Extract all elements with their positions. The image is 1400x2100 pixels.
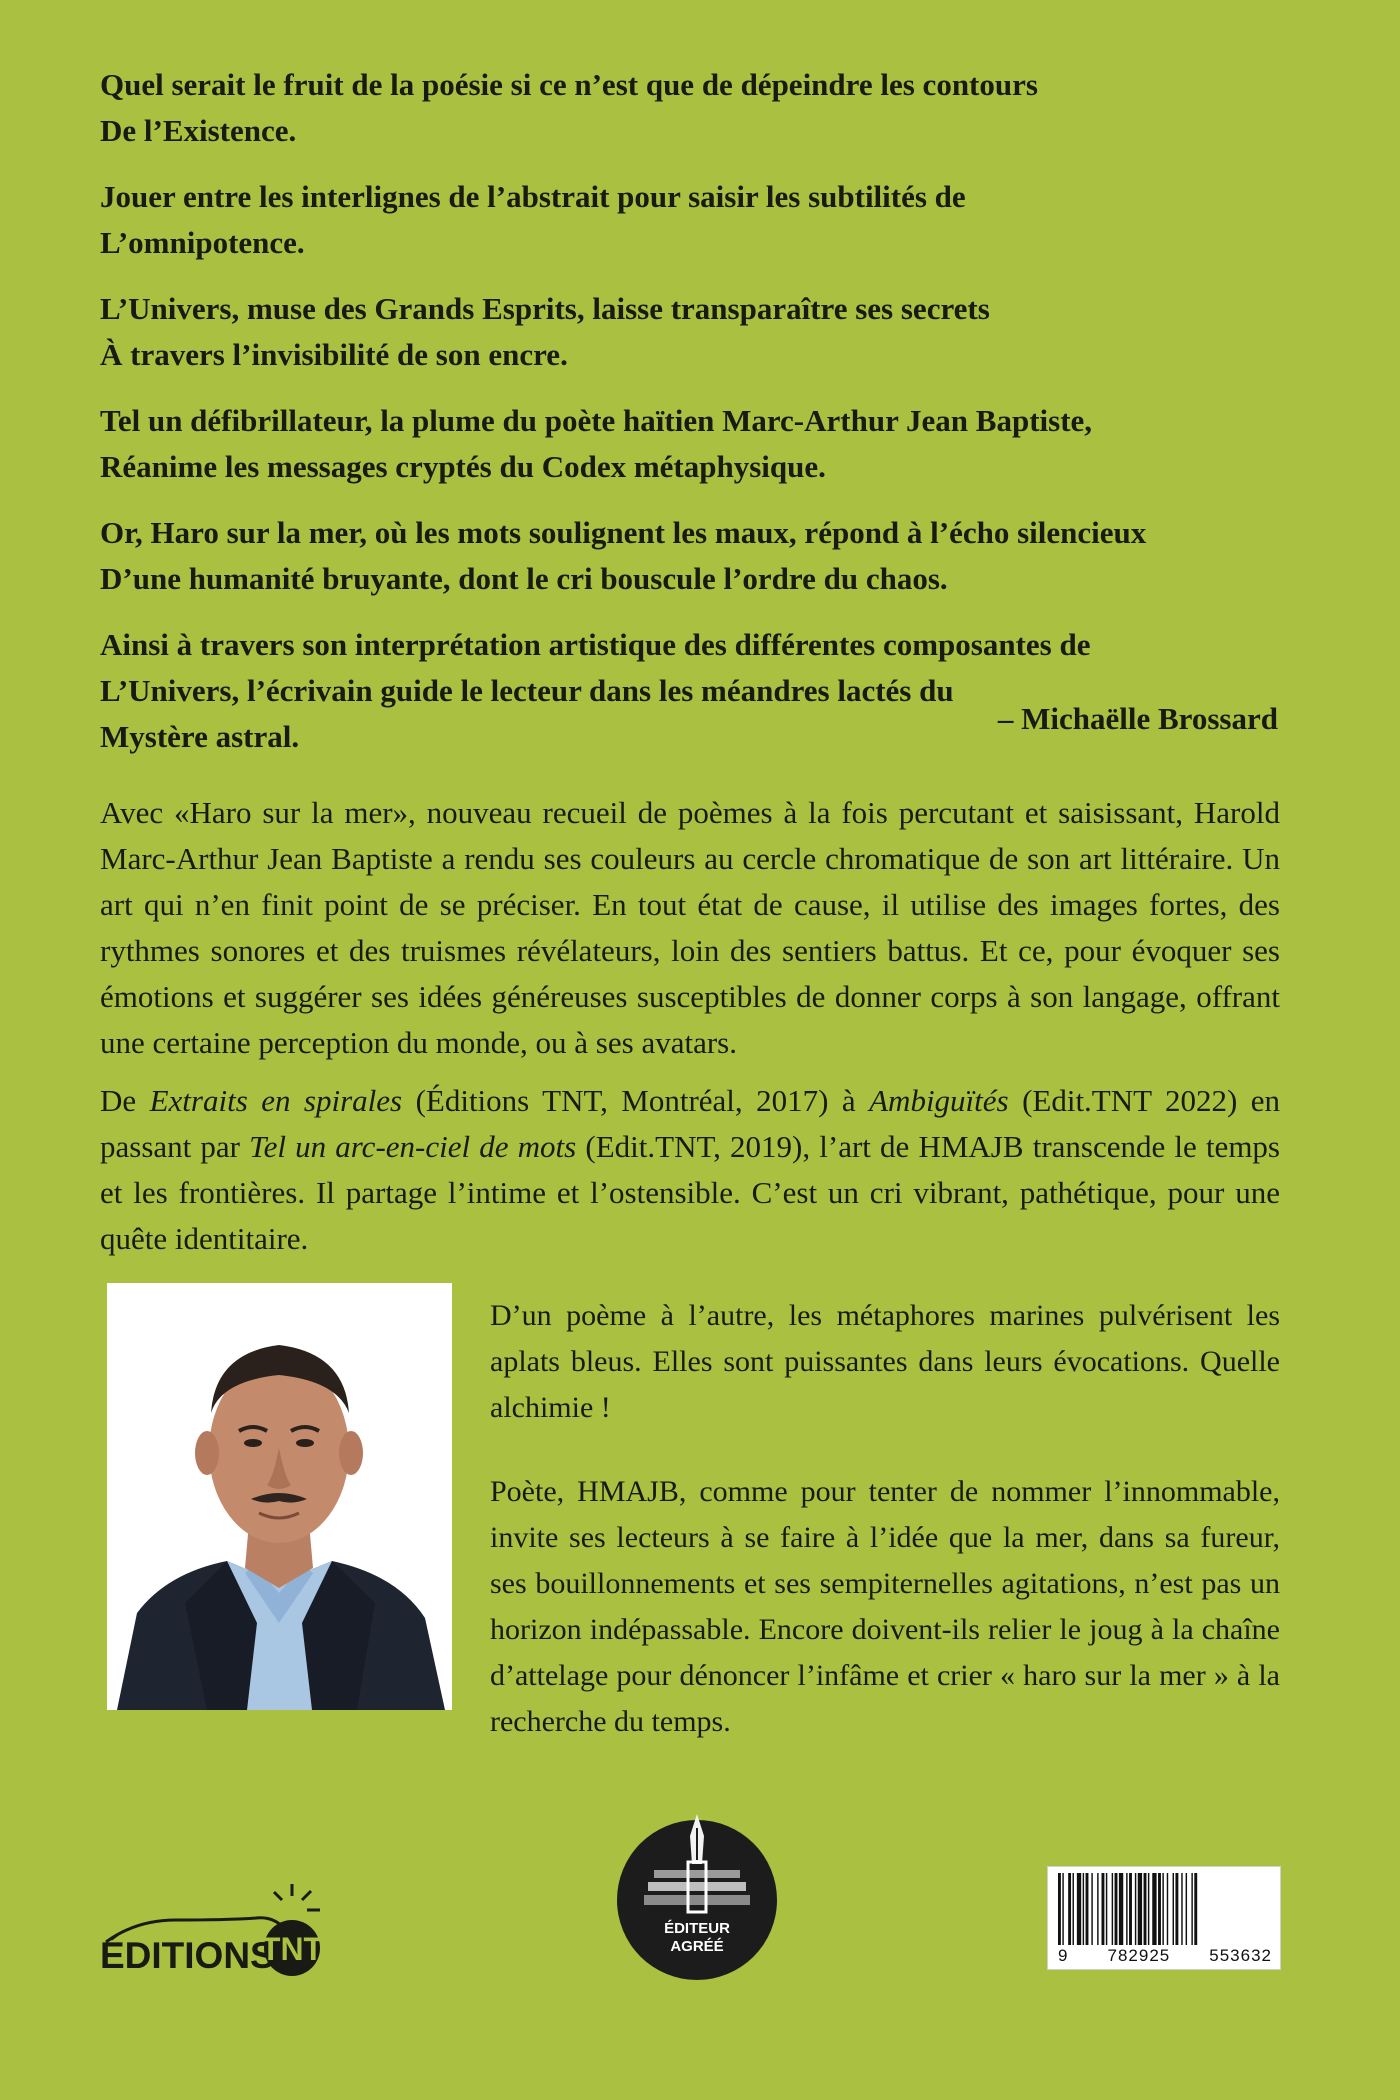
barcode-bar [1112,1873,1113,1945]
barcode-bar [1138,1873,1142,1945]
poem-line: À travers l’invisibilité de son encre. [100,337,568,372]
barcode-bar [1173,1873,1174,1945]
barcode-bar [1102,1873,1105,1945]
review-paragraph: De Extraits en spirales (Éditions TNT, Montréal, 2017) à Ambiguïtés (Edit.TNT 2022) en passant par Tel un arc-en-ciel de mots (Edit.TNT, 2019), l’art de HMAJB transcende le temps et les frontières. Il partage l’intime et l’ostensible. C’est un cri vibrant, pathétique, pour une quête identitaire. [100,1083,1280,1256]
author-photo [107,1283,452,1710]
publisher-name-accent: TNT [260,1931,324,1967]
poem-line: D’une humanité bruyante, dont le cri bouscule l’ordre du chaos. [100,561,948,596]
barcode-bar [1097,1873,1098,1945]
approved-publisher-seal [614,1814,780,1982]
isbn-digit-group: 782925 [1107,1946,1171,1965]
publisher-name: ÉDITIONS [100,1935,275,1976]
poem-block [100,62,1300,780]
barcode-bar [1115,1873,1118,1945]
poem-line: L’omnipotence. [100,225,305,260]
isbn-digit-group: 553632 [1209,1946,1272,1965]
barcode-bar [1119,1873,1123,1945]
isbn-number [1052,1946,1278,1966]
author-portrait-illustration [107,1283,452,1710]
isbn-digit-group: 9 [1058,1946,1069,1965]
seal-label-line1: ÉDITEUR [664,1920,730,1937]
barcode-bar [1126,1873,1127,1945]
stanza [100,510,1300,602]
stanza [100,174,1300,266]
bio-text [490,1293,1280,1783]
barcode-bar [1106,1873,1107,1945]
barcode-bars [1054,1873,1276,1945]
barcode-bar [1148,1873,1149,1945]
barcode-bar [1186,1873,1187,1945]
bomb-fuse-icon [96,1880,328,1980]
barcode-bar [1083,1873,1084,1945]
poem-signature: – Michaëlle Brossard [997,701,1278,736]
poem-line: Tel un défibrillateur, la plume du poète haïtien Marc-Arthur Jean Baptiste, [100,403,1093,438]
barcode-bar [1135,1873,1136,1945]
poem-line: De l’Existence. [100,113,297,148]
barcode-bar [1086,1873,1089,1945]
barcode-bar [1152,1873,1156,1945]
barcode-bar [1073,1873,1074,1945]
barcode-bar [1191,1873,1192,1945]
review-paragraph: Avec «Haro sur la mer», nouveau recueil de poèmes à la fois percutant et saisissant, Harold Marc-Arthur Jean Baptiste a rendu ses couleurs au cercle chromatique de son art littéraire. Un art qui n’en finit point de se préciser. En tout état de cause, il utilise des images fortes, des rythmes sonores et des truismes révélateurs, loin des sentiers battus. Et ce, pour évoquer ses émotions et suggérer ses idées généreuses susceptibles de donner corps à son langage, offrant une certaine perception du monde, ou à ses avatars. [100,795,1280,1060]
stanza [100,62,1300,154]
fountain-pen-icon [614,1814,780,1982]
book-title: Ambiguïtés [869,1083,1009,1118]
seal-label-line2: AGRÉÉ [670,1938,724,1955]
barcode-bar [1129,1873,1132,1945]
publisher-logo [96,1880,328,1980]
barcode-bar [1091,1873,1092,1945]
barcode-bar [1068,1873,1071,1945]
barcode-bar [1181,1873,1182,1945]
poem-line: Réanime les messages cryptés du Codex métaphysique. [100,449,826,484]
barcode-bar [1167,1873,1168,1945]
barcode-bar [1058,1873,1061,1945]
barcode-bar [1175,1873,1178,1945]
barcode-bar [1162,1873,1163,1945]
barcode-bar [1144,1873,1147,1945]
isbn-barcode [1047,1866,1281,1970]
barcode-bar [1158,1873,1161,1945]
barcode-bar [1194,1873,1197,1945]
bio-paragraph: Poète, HMAJB, comme pour tenter de nommer l’innommable, invite ses lecteurs à se faire à l’idée que la mer, dans sa fureur, ses bouillonnements et ses sempiternelles agitations, n’est pas un horizon indépassable. Encore doivent-ils relier le joug à la chaîne d’attelage pour dénoncer l’infâme et crier « haro sur la mer » à la recherche du temps. [490,1475,1280,1738]
bio-paragraph: D’un poème à l’autre, les métaphores marines pulvérisent les aplats bleus. Elles sont puissantes dans leurs évocations. Quelle alchimie ! [490,1299,1280,1424]
book-title: Extraits en spirales [149,1083,403,1118]
stanza [100,398,1300,490]
poem-line: Jouer entre les interlignes de l’abstrait pour saisir les subtilités de [100,179,966,214]
barcode-bar [1062,1873,1063,1945]
poem-line: Ainsi à travers son interprétation artistique des différentes composantes de [100,627,1091,662]
poem-line: Or, Haro sur la mer, où les mots soulignent les maux, répond à l’écho silencieux [100,515,1147,550]
poem-line: L’Univers, l’écrivain guide le lecteur dans les méandres lactés du [100,673,954,708]
poem-line: Quel serait le fruit de la poésie si ce n’est que de dépeindre les contours [100,67,1038,102]
barcode-bar [1077,1873,1081,1945]
review-text [100,790,1280,1274]
stanza [100,286,1300,378]
poem-line: Mystère astral. [100,719,300,754]
book-title: Tel un arc-en-ciel de mots [249,1129,577,1164]
poem-line: L’Univers, muse des Grands Esprits, laisse transparaître ses secrets [100,291,990,326]
